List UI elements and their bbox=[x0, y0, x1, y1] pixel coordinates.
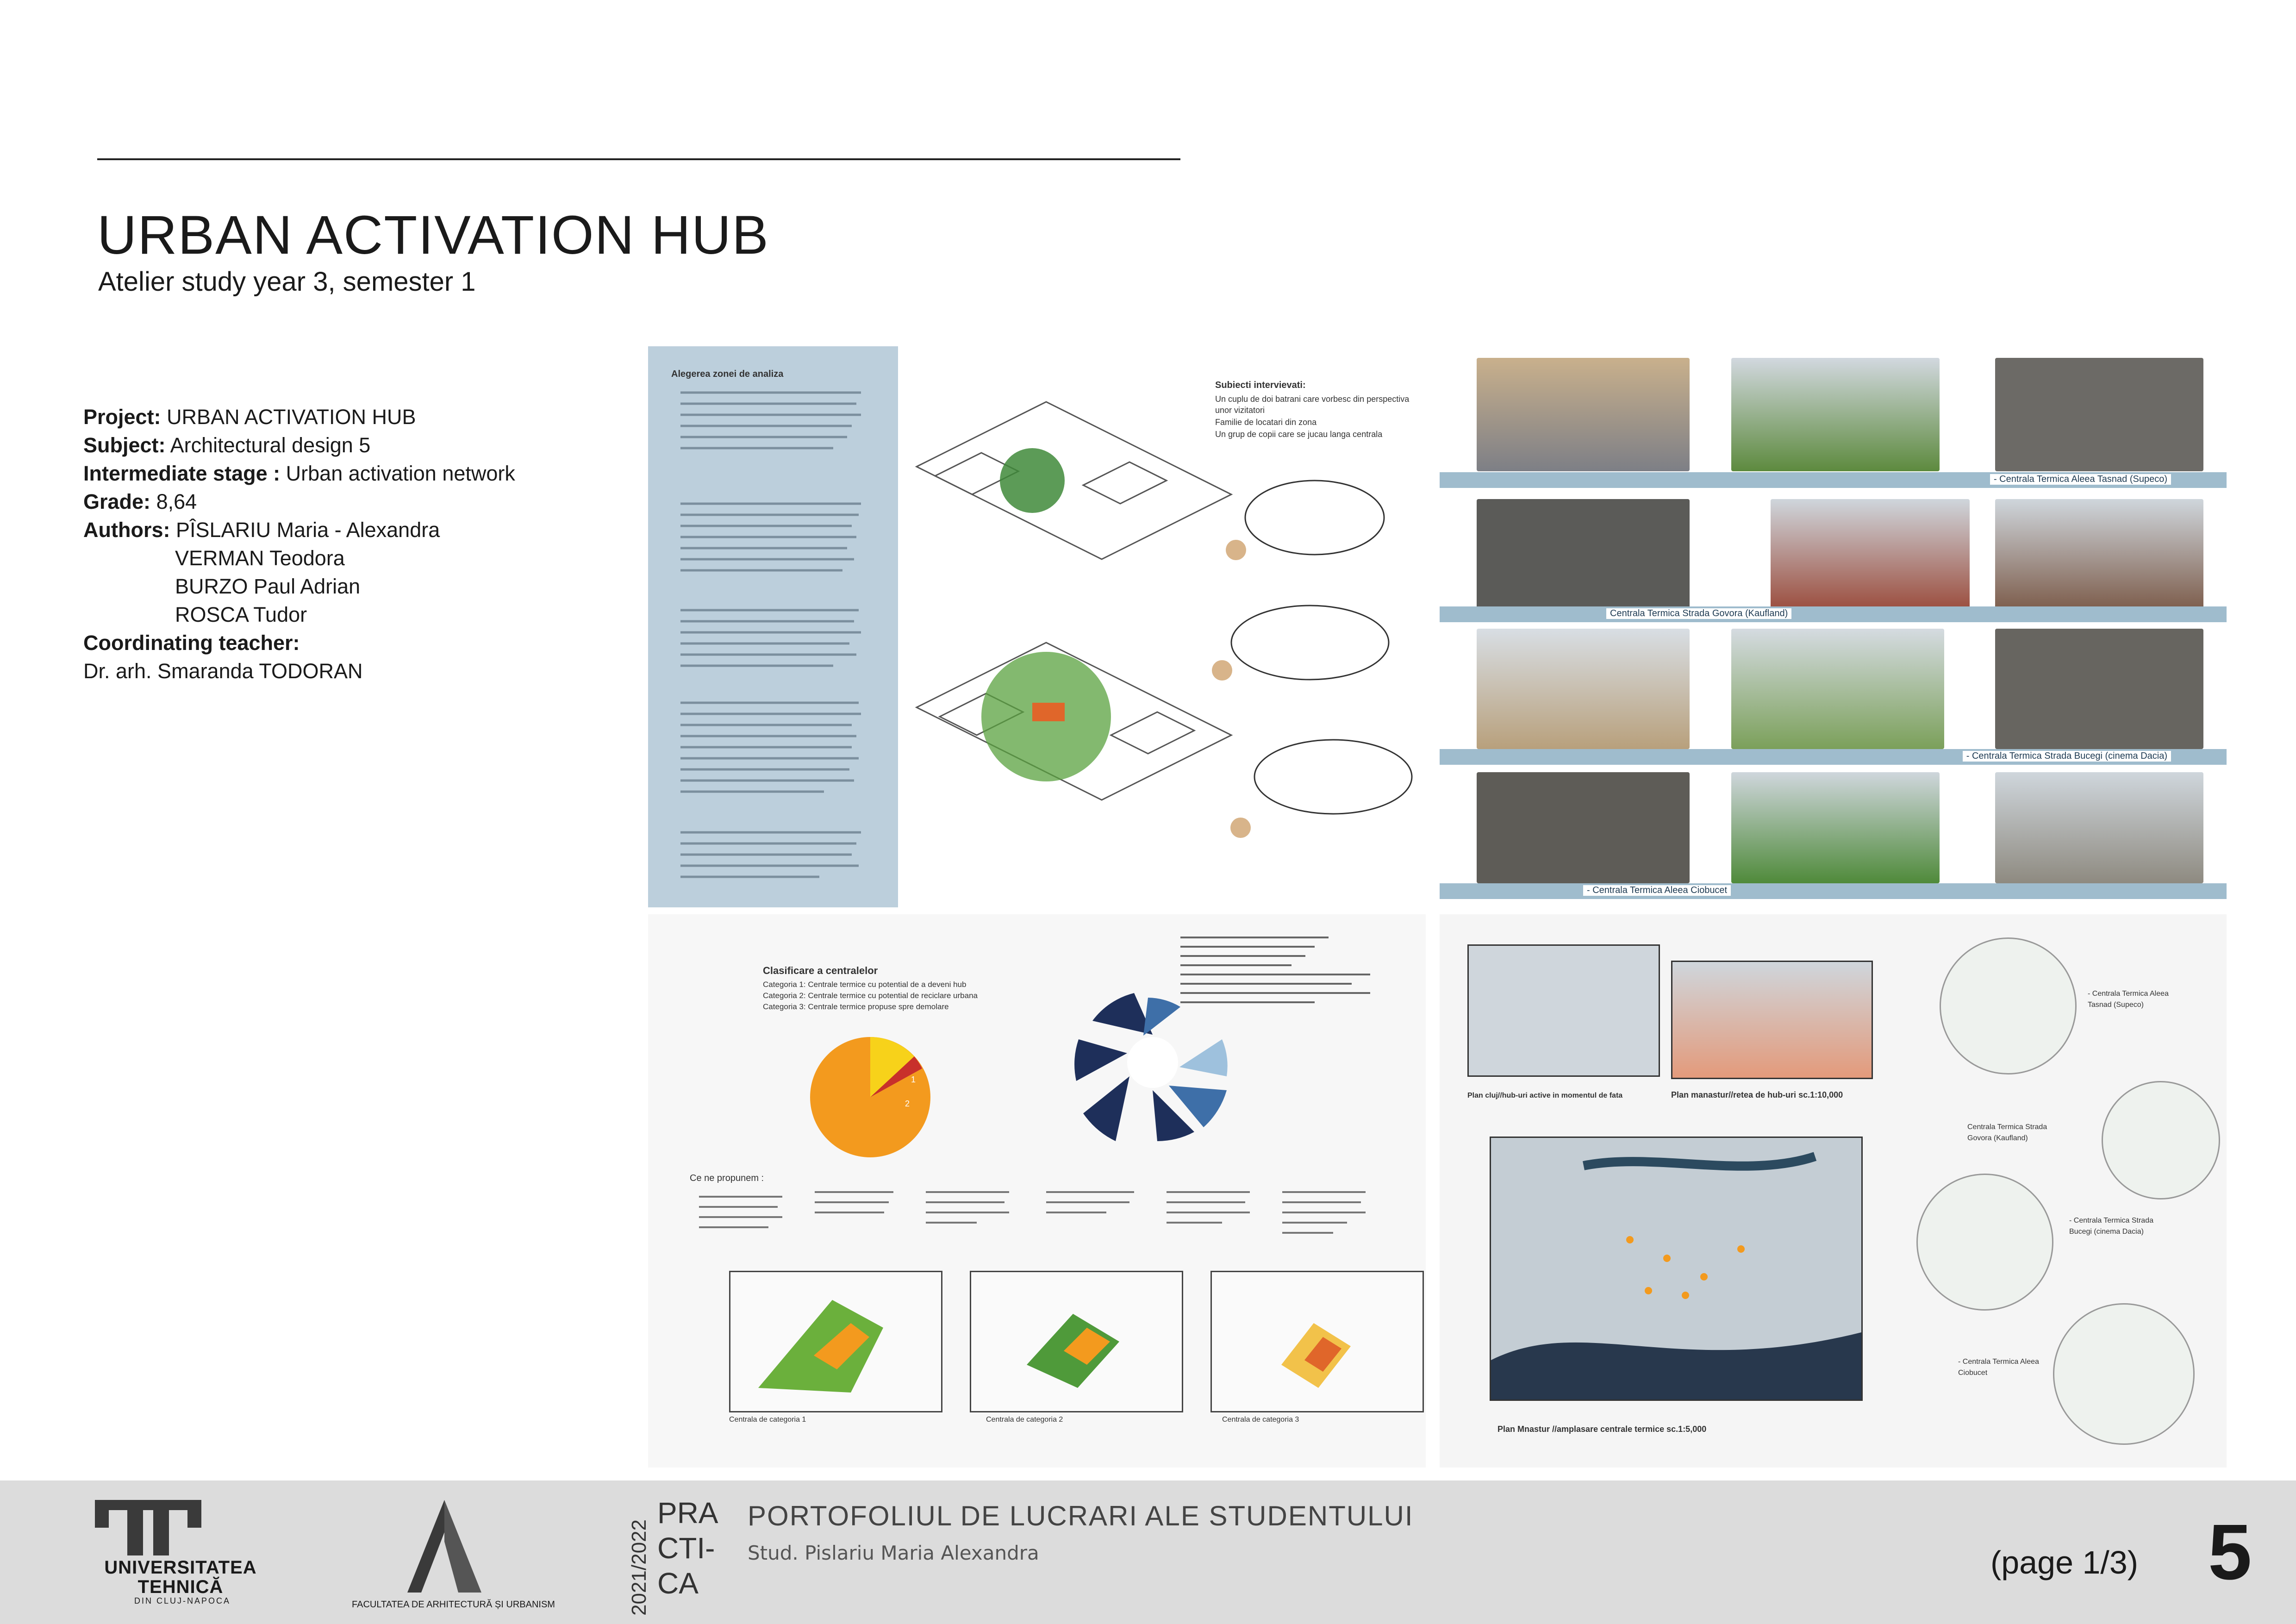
photo-4 bbox=[1477, 499, 1690, 612]
interviewee-2: Familie de locatari din zona bbox=[1215, 418, 1317, 427]
stage-line: Intermediate stage : Urban activation network bbox=[83, 462, 515, 485]
map-manastur-placement bbox=[1490, 1137, 1863, 1401]
faculty-logo-icon bbox=[398, 1500, 491, 1593]
analysis-text-lines bbox=[667, 388, 880, 888]
page-subtitle: Atelier study year 3, semester 1 bbox=[98, 267, 476, 297]
grade-line: Grade: 8,64 bbox=[83, 490, 197, 513]
photo-10 bbox=[1477, 772, 1690, 883]
iso-category-2 bbox=[970, 1271, 1183, 1412]
photo-2 bbox=[1731, 358, 1940, 471]
maps-board bbox=[1440, 914, 2227, 1468]
map-caption-2: Plan manastur//retea de hub-uri sc.1:10,000 bbox=[1671, 1090, 1843, 1099]
map-manastur-network bbox=[1671, 961, 1873, 1079]
iso-caption-1: Centrala de categoria 1 bbox=[729, 1416, 806, 1424]
circle-label-3: - Centrala Termica Strada Bucegi (cinema Dacia) bbox=[2069, 1217, 2153, 1236]
photo-9 bbox=[1995, 629, 2203, 749]
university-name: UNIVERSITATEA TEHNICĂ bbox=[104, 1557, 257, 1597]
portfolio-student: Stud. Pislariu Maria Alexandra bbox=[748, 1542, 1039, 1564]
page-number: 5 bbox=[2208, 1508, 2252, 1596]
faculty-name: FACULTATEA DE ARHITECTURĂ ȘI URBANISM bbox=[352, 1599, 555, 1610]
map-caption-3: Plan Mnastur //amplasare centrale termice sc.1:5,000 bbox=[1497, 1424, 1707, 1434]
page-label: (page 1/3) bbox=[1990, 1544, 2139, 1580]
year-text: 2021/2022 bbox=[628, 1519, 650, 1616]
teacher-label: Coordinating teacher: bbox=[83, 631, 300, 655]
classification-board bbox=[648, 914, 1426, 1468]
analysis-heading: Alegerea zonei de analiza bbox=[671, 369, 784, 379]
project-line: Project: URBAN ACTIVATION HUB bbox=[83, 405, 416, 429]
project-info bbox=[83, 403, 639, 685]
photo-1 bbox=[1477, 358, 1690, 471]
category-2: Categoria 2: Centrale termice cu potential de reciclare urbana bbox=[763, 991, 978, 1000]
detail-circle-4 bbox=[2053, 1303, 2195, 1445]
university-sub: DIN CLUJ-NAPOCA bbox=[134, 1596, 231, 1605]
analysis-text-panel bbox=[648, 346, 898, 907]
detail-circle-2 bbox=[2102, 1081, 2220, 1199]
proposal-columns bbox=[690, 1187, 1393, 1248]
strip-4: - Centrala Termica Aleea Ciobucet bbox=[1440, 883, 2227, 899]
detail-circle-3 bbox=[1916, 1174, 2053, 1311]
radial-legend bbox=[1176, 928, 1416, 1012]
photo-7 bbox=[1477, 629, 1690, 749]
photo-5 bbox=[1771, 499, 1970, 612]
photo-12 bbox=[1995, 772, 2203, 883]
category-pie-chart bbox=[805, 1032, 935, 1162]
strip-2: Centrala Termica Strada Govora (Kaufland) bbox=[1440, 606, 2227, 622]
author-2: VERMAN Teodora bbox=[175, 546, 345, 570]
author-3: BURZO Paul Adrian bbox=[175, 575, 361, 598]
interviewees-heading: Subiecti intervievati: bbox=[1215, 380, 1306, 390]
iso-caption-2: Centrala de categoria 2 bbox=[986, 1416, 1063, 1424]
ut-logo-icon bbox=[86, 1500, 211, 1555]
proposals-heading: Ce ne propunem : bbox=[690, 1173, 764, 1183]
circle-label-1: - Centrala Termica Aleea Tasnad (Supeco) bbox=[2088, 990, 2169, 1009]
map-cluj bbox=[1467, 944, 1660, 1077]
pie-label-1: 1 bbox=[911, 1075, 916, 1084]
interview-bubbles bbox=[1194, 476, 1416, 902]
category-3: Categoria 3: Centrale termice propuse spre demolare bbox=[763, 1002, 949, 1011]
detail-circle-1 bbox=[1940, 937, 2077, 1074]
iso-caption-3: Centrala de categoria 3 bbox=[1222, 1416, 1299, 1424]
circle-label-2: Centrala Termica Strada Govora (Kaufland) bbox=[1967, 1123, 2047, 1142]
interviewee-3: Un grup de copii care se jucau langa centrala bbox=[1215, 430, 1383, 439]
map-caption-1: Plan cluj//hub-uri active in momentul de fata bbox=[1467, 1092, 1623, 1099]
subject-line: Subject: Architectural design 5 bbox=[83, 433, 371, 457]
interviewee-1: Un cuplu de doi batrani care vorbesc din perspectiva unor vizitatori bbox=[1215, 394, 1410, 415]
strip-3: - Centrala Termica Strada Bucegi (cinema Dacia) bbox=[1440, 749, 2227, 765]
portfolio-title: PORTOFOLIUL DE LUCRARI ALE STUDENTULUI bbox=[748, 1500, 1414, 1531]
circle-label-4: - Centrala Termica Aleea Ciobucet bbox=[1958, 1358, 2039, 1377]
iso-category-1 bbox=[729, 1271, 942, 1412]
category-1: Categoria 1: Centrale termice cu potential de a deveni hub bbox=[763, 980, 967, 989]
photo-11 bbox=[1731, 772, 1940, 883]
year-vertical bbox=[627, 1493, 653, 1618]
iso-category-3 bbox=[1210, 1271, 1424, 1412]
photo-3 bbox=[1995, 358, 2203, 471]
classification-heading: Clasificare a centralelor bbox=[763, 965, 878, 976]
pie-label-2: 2 bbox=[905, 1099, 910, 1108]
strip-1: - Centrala Termica Aleea Tasnad (Supeco) bbox=[1440, 472, 2227, 488]
authors-line: Authors: PÎSLARIU Maria - Alexandra bbox=[83, 518, 440, 542]
analysis-board bbox=[648, 346, 1426, 907]
photo-board bbox=[1440, 346, 2227, 907]
axonometric-drawings bbox=[907, 374, 1241, 897]
author-4: ROSCA Tudor bbox=[175, 603, 307, 626]
photo-8 bbox=[1731, 629, 1944, 749]
header-rule bbox=[97, 158, 1180, 160]
photo-6 bbox=[1995, 499, 2203, 612]
page-title: URBAN ACTIVATION HUB bbox=[97, 205, 769, 266]
pratica-logo: PRA CTI- CA bbox=[657, 1496, 718, 1600]
teacher-value: Dr. arh. Smaranda TODORAN bbox=[83, 659, 363, 683]
